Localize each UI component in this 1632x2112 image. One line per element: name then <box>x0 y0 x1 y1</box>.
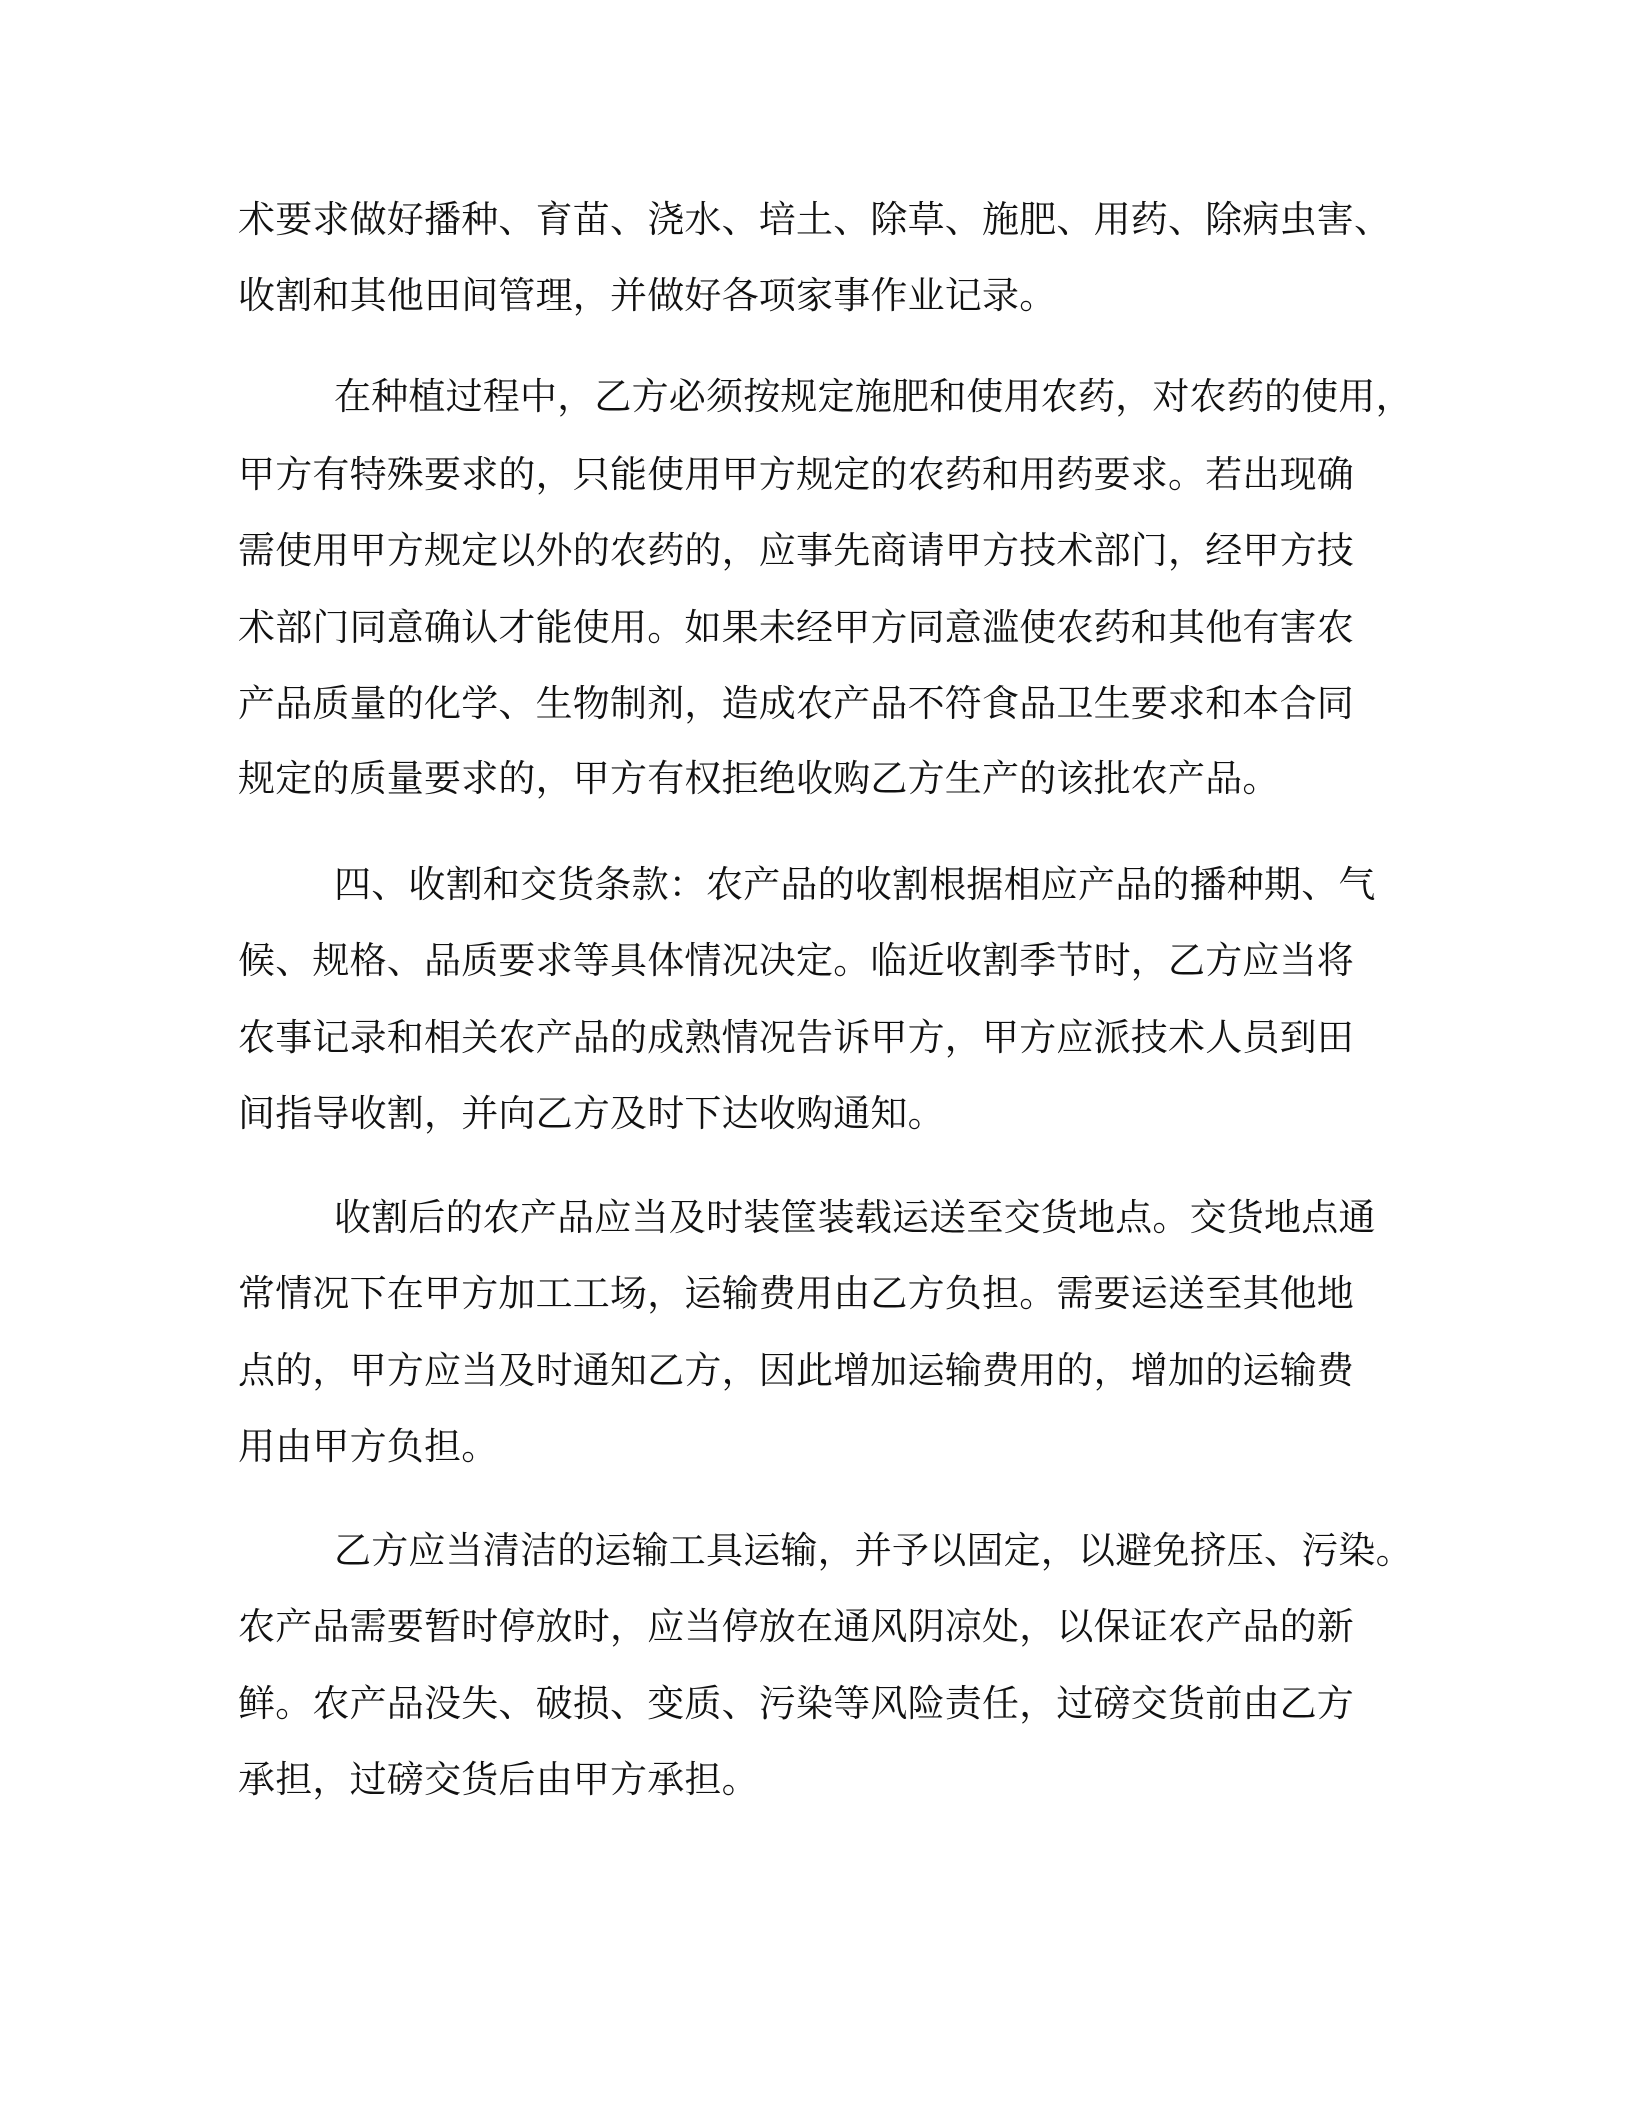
paragraph-line: 农事记录和相关农产品的成熟情况告诉甲方，甲方应派技术人员到田 <box>238 1016 1354 1059</box>
paragraph-line: 常情况下在甲方加工工场，运输费用由乙方负担。需要运送至其他地 <box>238 1272 1354 1315</box>
paragraph-line: 间指导收割，并向乙方及时下达收购通知。 <box>238 1092 945 1135</box>
paragraph-line: 用由甲方负担。 <box>238 1425 499 1468</box>
paragraph-line: 术部门同意确认才能使用。如果未经甲方同意滥使农药和其他有害农 <box>238 606 1354 649</box>
paragraph-line: 乙方应当清洁的运输工具运输，并予以固定，以避免挤压、污染。 <box>334 1529 1413 1572</box>
paragraph-line: 术要求做好播种、育苗、浇水、培土、除草、施肥、用药、除病虫害、 <box>238 198 1392 241</box>
paragraph-line: 候、规格、品质要求等具体情况决定。临近收割季节时，乙方应当将 <box>238 939 1354 982</box>
paragraph-line: 在种植过程中，乙方必须按规定施肥和使用农药，对农药的使用， <box>334 375 1413 418</box>
paragraph-line: 收割和其他田间管理，并做好各项家事作业记录。 <box>238 274 1057 317</box>
paragraph-line: 鲜。农产品没失、破损、变质、污染等风险责任，过磅交货前由乙方 <box>238 1682 1354 1725</box>
paragraph-line: 甲方有特殊要求的，只能使用甲方规定的农药和用药要求。若出现确 <box>238 453 1354 496</box>
paragraph-line: 产品质量的化学、生物制剂，造成农产品不符食品卫生要求和本合同 <box>238 682 1354 725</box>
paragraph-line: 需使用甲方规定以外的农药的，应事先商请甲方技术部门，经甲方技 <box>238 529 1354 572</box>
paragraph-line: 点的，甲方应当及时通知乙方，因此增加运输费用的，增加的运输费 <box>238 1349 1354 1392</box>
paragraph-line: 四、收割和交货条款：农产品的收割根据相应产品的播种期、气 <box>334 863 1376 906</box>
paragraph-line: 承担，过磅交货后由甲方承担。 <box>238 1758 759 1801</box>
paragraph-line: 农产品需要暂时停放时，应当停放在通风阴凉处，以保证农产品的新 <box>238 1605 1354 1648</box>
paragraph-line: 收割后的农产品应当及时装筐装载运送至交货地点。交货地点通 <box>334 1196 1376 1239</box>
paragraph-line: 规定的质量要求的，甲方有权拒绝收购乙方生产的该批农产品。 <box>238 757 1280 800</box>
